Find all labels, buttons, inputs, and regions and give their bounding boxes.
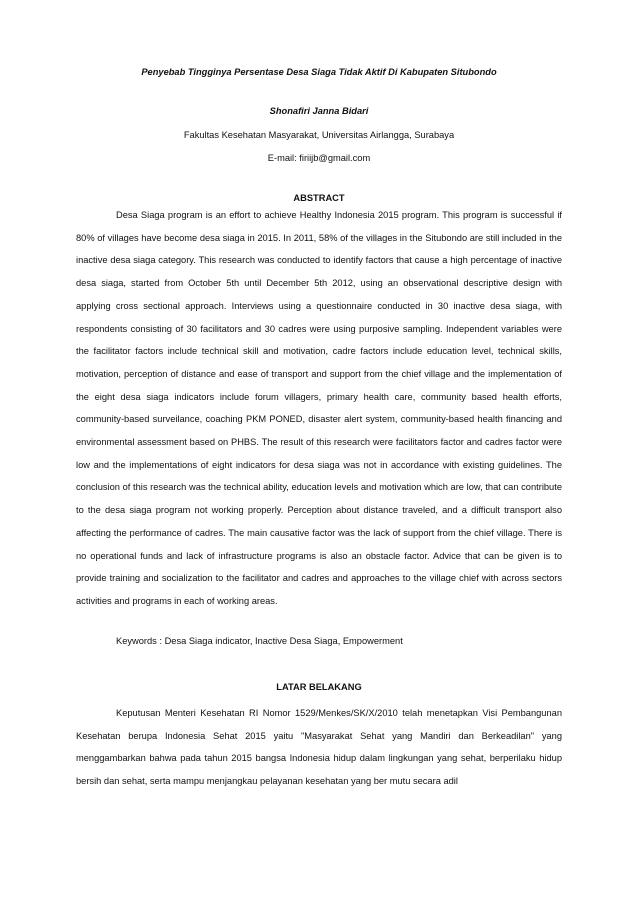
abstract-heading: ABSTRACT — [293, 193, 345, 203]
paper-title: Penyebab Tingginya Persentase Desa Siaga Tidak Aktif Di Kabupaten Situbondo — [141, 67, 497, 77]
author-email: E-mail: firiijb@gmail.com — [267, 153, 371, 163]
latar-belakang-text: Keputusan Menteri Kesehatan RI Nomor 1529/Menkes/SK/X/2010 telah menetapkan Visi Pembangunan Kesehatan berupa Indonesia Sehat 2015 yaitu "Masyarakat Sehat yang Mandiri dan Berkeadilan" yang menggambarkan bahwa pada tahun 2015 bangsa Indonesia hidup dalam lingkungan yang sehat, berperilaku hidup bersih dan sehat, serta mampu menjangkau pelayanan kesehatan yang ber mutu secara adil — [76, 708, 562, 787]
abstract-text: Desa Siaga program is an effort to achieve Healthy Indonesia 2015 program. This program is successful if 80% of villages have become desa siaga in 2015. In 2011, 58% of the villages in the Situbondo are still included in the inactive desa siaga category. This research was conducted to identify factors that cause a high percentage of inactive desa siaga, started from October 5th until December 5th 2012, using an observational descriptive design with applying cross sectional approach. Interviews using a questionnaire conducted in 30 inactive desa siaga, with respondents consisting of 30 facilitators and 30 cadres were using purposive sampling. Independent variables were the facilitator factors include technical skill and motivation, cadre factors include education level, technical skills, motivation, perception of distance and ease of transport and support from the chief village and the implementation of the eight desa siaga indicators include forum villagers, primary health care, community based health efforts, community-based surveilance, coaching PKM PONED, disaster alert system, community-based health financing and environmental assessment based on PHBS. The result of this research were facilitators factor and cadres factor were low and the implementations of eight indicators for desa siaga was not in accordance with existing guidelines. The conclusion of this research was the technical ability, education levels and motivation which are low, that can contribute to the desa siaga program not working properly. Perception about distance traveled, and a difficult transport also affecting the performance of cadres. The main causative factor was the lack of support from the chief village. There is no operational funds and lack of infrastructure programs is also an obstacle factor. Advice that can be given is to provide training and socialization to the facilitator and cadres and approaches to the village chief with across sectors activities and programs in each of working areas. — [76, 210, 562, 606]
author-affiliation: Fakultas Kesehatan Masyarakat, Universitas Airlangga, Surabaya — [183, 130, 455, 140]
latar-belakang-heading: LATAR BELAKANG — [276, 682, 362, 692]
keywords: Keywords : Desa Siaga indicator, Inactive Desa Siaga, Empowerment — [116, 636, 403, 646]
author-name: Shonafiri Janna Bidari — [269, 106, 369, 116]
